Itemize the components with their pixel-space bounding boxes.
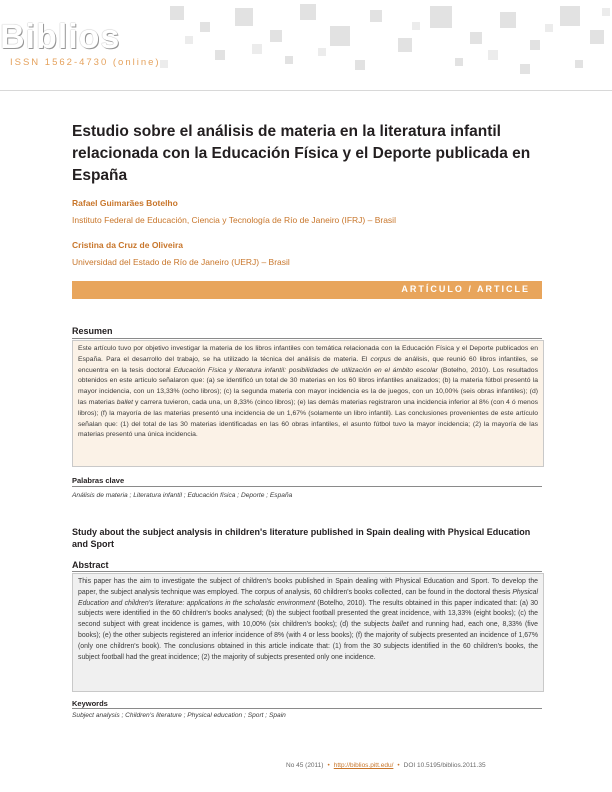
english-title: Study about the subject analysis in children's literature published in Spain dealing with Physical Education and Sport (72, 527, 531, 549)
palabras-clave-rule (72, 486, 542, 487)
resumen-text: Este artículo tuvo por objetivo investigar la materia de los libros infantiles con temática relacionada con la Educación Física y el Deporte publicados en España. Para el desarrollo del trabajo, se ha utilizado la técnica del análisis de materia. El (78, 345, 538, 363)
author-name-1: Rafael Guimarães Botelho (72, 198, 178, 208)
resumen-text-italic: Educación Física y literatura infantil: posibilidades de utilización en el ámbito escolar (173, 366, 438, 374)
journal-wordmark: Biblios (0, 18, 121, 56)
abstract-text: and running had, each one, 8,33% (five books); (e) the other subjects registered an inferior incidence of 8% (with 4 or less books); (f) the majority of subjects presented an incidence of 1,67% (only one children's book). The conclusions obtained in this article indicate that: (1) from the 30 subjects identified in the 60 children's books, the subject football had the great incidence; (2) the majority of subjects presented only one incidence. (78, 621, 538, 661)
resumen-text: y carrera tuvieron, cada una, un 8,33% (cinco libros); (e) las demás materias registraron una incidencia inferior al 8% (con 4 ó menos libros); (f) la mayoría de las materias presentó una incidencia de un 1,67% (solamente un libro infantil). Las conclusiones provenientes de este artículo señalan que: (1) del total de las 30 materias identificadas en las 60 obras infantiles, el asunto fútbol tuvo la mayor incidencia; (2) la mayoría de las materias presentó una única incidencia. (78, 398, 539, 439)
footer-doi: DOI 10.5195/biblios.2011.35 (403, 762, 486, 769)
resumen-text: (Botelho, 2010). Los resultados obtenidos en este artículo señalaron que: (a) se identificó un total de 30 materias en los 60 libros infantiles analizados; (b) la materia fútbol presentó la mayor incidencia, con un 13,33% (ocho libros); (c) la segunda materia con mayor incidencia es la de juegos, con un 10,00% (seis obras infantiles); (d) las materias (78, 366, 538, 406)
keywords-heading: Keywords (72, 699, 108, 708)
footer-bullet-icon: • (397, 762, 400, 769)
footer-issue: No 45 (2011) (286, 762, 324, 769)
footer-url-link[interactable]: http://biblios.pitt.edu/ (333, 762, 394, 769)
resumen-box (72, 340, 544, 467)
abstract-text-italic: Physical Education and children's literature: applications in the scholastic environment (78, 588, 538, 607)
abstract-text: (Botelho, 2010). The results obtained in this paper indicated that: (a) 30 subjects were identified in the 60 children's books analysed; (b) the subject football presented the great incidence, with 13,33% (eight books); (c) the second subject with great incidence is games, with 10,00% (six children's books); (d) the subjects (78, 599, 538, 629)
keywords-rule (72, 708, 542, 709)
author-affiliation-2: Universidad del Estado de Río de Janeiro (UERJ) – Brasil (72, 257, 290, 267)
author-affiliation-1: Instituto Federal de Educación, Ciencia y Tecnología de Río de Janeiro (IFRJ) – Brasil (72, 215, 396, 225)
abstract-heading: Abstract (72, 560, 109, 570)
header-divider (0, 90, 612, 91)
keywords: Subject analysis ; Children's literature ; Physical education ; Sport ; Spain (72, 712, 286, 719)
author-name-2: Cristina da Cruz de Oliveira (72, 240, 184, 250)
section-label: ARTÍCULO / ARTICLE (401, 284, 530, 294)
page-footer (286, 762, 486, 769)
abstract-box (72, 573, 544, 692)
resumen-heading: Resumen (72, 326, 113, 336)
issn-label: ISSN 1562-4730 (online) (10, 57, 161, 68)
journal-header (0, 0, 612, 90)
resumen-rule (72, 338, 542, 339)
abstract-text-italic: ballet (392, 621, 409, 629)
resumen-text: de análisis, que reunió 60 libros infantiles, se encuentra en la tesis doctoral (78, 355, 538, 374)
palabras-clave: Análisis de materia ; Literatura infantil ; Educación física ; Deporte ; España (72, 492, 293, 499)
article-title: Estudio sobre el análisis de materia en la literatura infantil relacionada con la Educación Física y el Deporte publicada en España (72, 123, 531, 184)
abstract-rule (72, 571, 542, 572)
palabras-clave-heading: Palabras clave (72, 476, 125, 485)
footer-bullet-icon: • (327, 762, 330, 769)
resumen-text-italic: corpus (370, 355, 391, 363)
section-label-bar (72, 281, 542, 299)
resumen-text-italic: ballet (116, 398, 134, 406)
abstract-text: This paper has the aim to investigate the subject of children's books published in Spain dealing with Physical Education and Sport. To develop the paper, the subject analysis technique was employed. The corpus of analysis, 60 children's books collected, can be found in the doctoral thesis (78, 578, 538, 596)
